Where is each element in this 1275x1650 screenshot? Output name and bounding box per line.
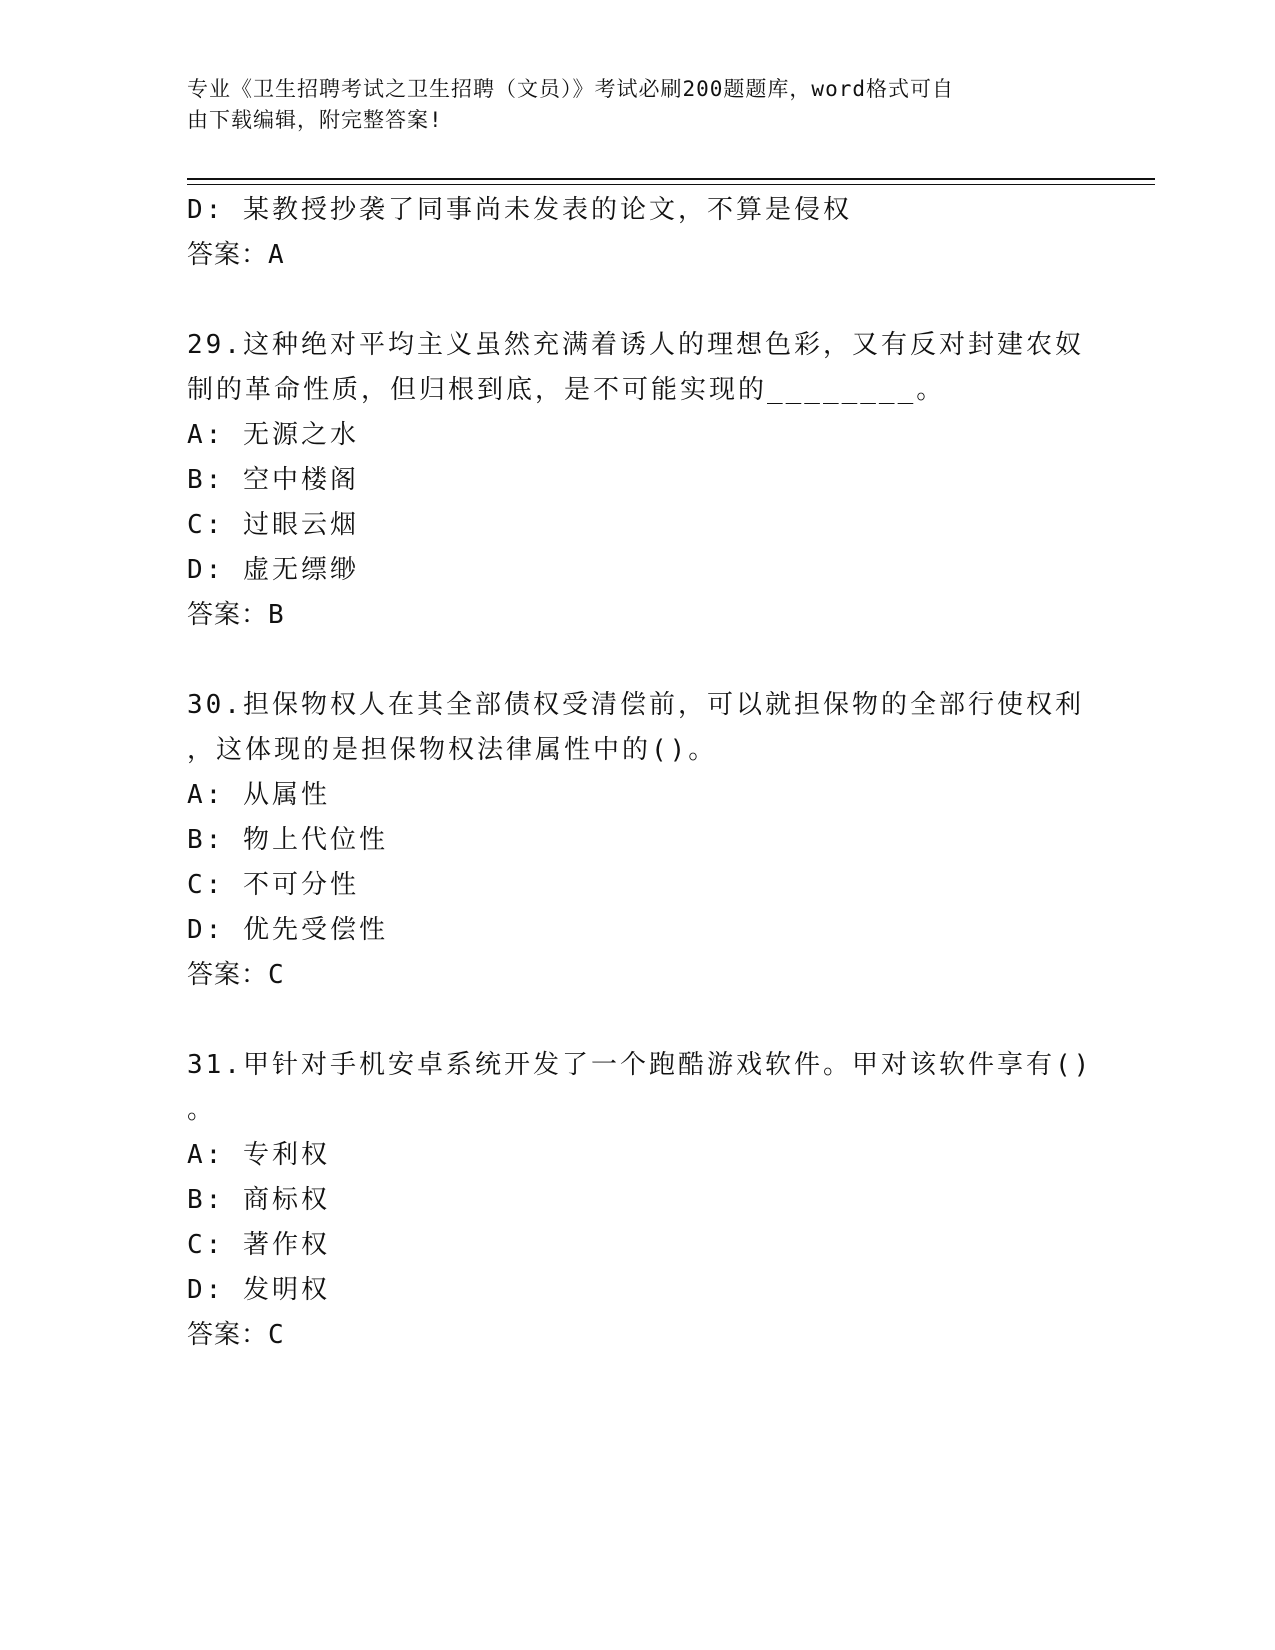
q31-stem-line-1: 31.甲针对手机安卓系统开发了一个跑酷游戏软件。甲对该软件享有() xyxy=(187,1050,1093,1080)
q30-option-b: B: 物上代位性 xyxy=(187,825,388,855)
q30-stem-line-2: ，这体现的是担保物权法律属性中的()。 xyxy=(187,735,718,765)
q31-option-c: C: 著作权 xyxy=(187,1230,330,1260)
header-rule-thick xyxy=(187,178,1155,180)
header-line-2: 由下载编辑，附完整答案! xyxy=(187,108,443,132)
q29-stem-line-2: 制的革命性质，但归根到底，是不可能实现的________。 xyxy=(187,375,946,405)
q29-option-d: D: 虚无缥缈 xyxy=(187,555,359,585)
q31-option-b: B: 商标权 xyxy=(187,1185,330,1215)
prev-option-d: D: 某教授抄袭了同事尚未发表的论文，不算是侵权 xyxy=(187,195,852,225)
q29-stem-line-1: 29.这种绝对平均主义虽然充满着诱人的理想色彩，又有反对封建农奴 xyxy=(187,330,1084,360)
q30-option-a: A: 从属性 xyxy=(187,780,330,810)
q29-answer: 答案：B xyxy=(187,600,285,630)
q31-option-d: D: 发明权 xyxy=(187,1275,330,1305)
q30-answer: 答案：C xyxy=(187,960,285,990)
q31-option-a: A: 专利权 xyxy=(187,1140,330,1170)
prev-answer: 答案：A xyxy=(187,240,285,270)
q31-stem-line-2: 。 xyxy=(187,1095,217,1125)
q29-option-c: C: 过眼云烟 xyxy=(187,510,359,540)
q30-stem-line-1: 30.担保物权人在其全部债权受清偿前，可以就担保物的全部行使权利 xyxy=(187,690,1084,720)
q31-answer: 答案：C xyxy=(187,1320,285,1350)
q29-option-a: A: 无源之水 xyxy=(187,420,359,450)
header-line-1: 专业《卫生招聘考试之卫生招聘（文员）》考试必刷200题题库，word格式可自 xyxy=(187,77,954,101)
q30-option-d: D: 优先受偿性 xyxy=(187,915,388,945)
header-rule-thin xyxy=(187,184,1155,185)
document-header xyxy=(187,74,1067,136)
q30-option-c: C: 不可分性 xyxy=(187,870,359,900)
q29-option-b: B: 空中楼阁 xyxy=(187,465,359,495)
